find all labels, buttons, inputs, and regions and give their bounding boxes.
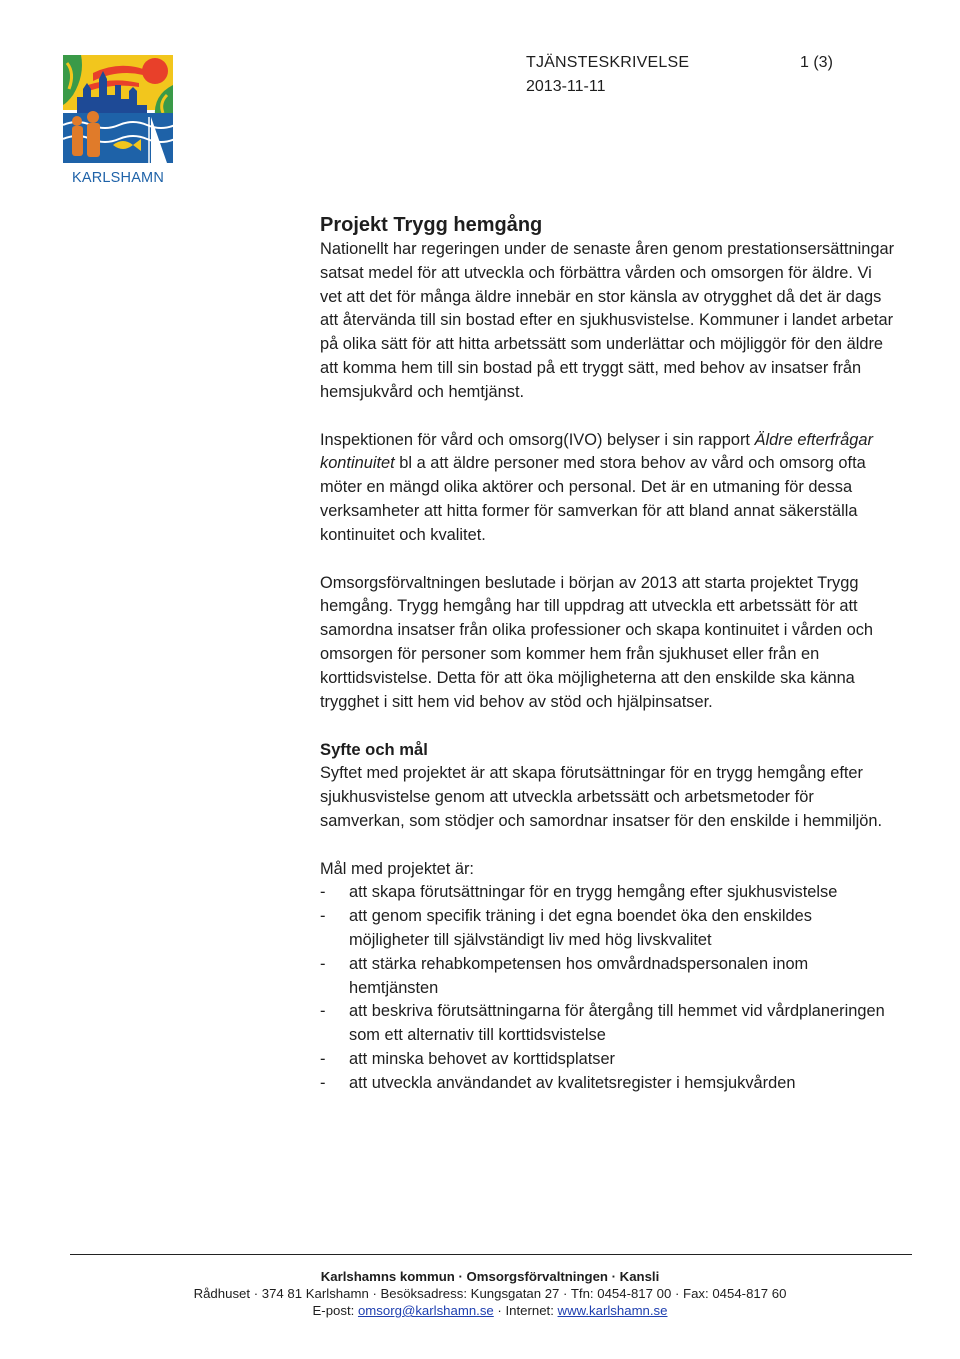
- goal-item: - att stärka rehabkompetensen hos omvårdnadspersonalen inom hemtjänsten: [320, 953, 895, 1001]
- paragraph-project: Omsorgsförvaltningen beslutade i början av 2013 att starta projektet Trygg hemgång. Trygg hemgång har till uppdrag att utveckla ett arbetssätt för att samordna insatser från olika professioner och skapa kontinuitet i vården och omsorgen för personer som kommer hem från sjukhuset eller från en korttidsvistelse. Detta för att öka möjligheterna att den enskilde ska känna trygghet i sitt hem vid behov av stöd och hjälpinsatser.: [320, 573, 874, 711]
- website-link[interactable]: www.karlshamn.se: [557, 1303, 668, 1318]
- email-link[interactable]: omsorg@karlshamn.se: [357, 1303, 494, 1318]
- paragraph-purpose: Syftet med projektet är att skapa förutsättningar för en trygg hemgång efter sjukhusvistelse genom att utveckla arbetssätt och arbetsmetoder för samverkan, som stödjer och samordnar insatser för den enskilde i hemmiljön.: [320, 764, 883, 830]
- goals-intro: Mål med projektet är:: [320, 859, 474, 878]
- goal-item: - att minska behovet av korttidsplatser: [320, 1048, 895, 1072]
- page-number: 1 (3): [800, 54, 833, 71]
- goal-item: - att genom specifik träning i det egna boendet öka den enskildes möjligheter till självständigt liv med hög livskvalitet: [320, 905, 895, 953]
- section-heading: Syfte och mål: [320, 740, 428, 760]
- document-body: [320, 212, 895, 1096]
- document-title: Projekt Trygg hemgång: [320, 214, 543, 236]
- goals-list: [320, 881, 895, 1095]
- footer-address: Rådhuset · 374 81 Karlshamn · Besöksadress: Kungsgatan 27 · Tfn: 0454-817 00 · Fax: 0454-817 60: [193, 1286, 787, 1301]
- goal-item: - att beskriva förutsättningarna för återgång till hemmet vid vårdplaneringen som ett alternativ till korttidsvistelse: [320, 1000, 895, 1048]
- document-date: 2013-11-11: [526, 78, 606, 95]
- paragraph-ivo: [320, 429, 895, 548]
- karlshamn-logo: [63, 55, 173, 190]
- karlshamn-emblem-icon: [63, 55, 173, 170]
- footer-divider: [70, 1254, 912, 1255]
- ivo-text-after: bl a att äldre personer med stora behov av vård och omsorg ofta möter en mängd olika aktörer och personal. Det är en utmaning för dessa verksamheter att hitta former för samverkan för att bland annat säkerställa kontinuitet och kvalitet.: [320, 454, 866, 544]
- paragraph-intro: Nationellt har regeringen under de senaste åren genom prestationsersättningar satsat medel för att utveckla och förbättra vården och omsorgen för äldre. Vi vet att det för många äldre innebär en stor känsla av otrygghet då det är dags att återvända till sin bostad efter en sjukhusvistelse. Kommuner i landet arbetar på olika sätt för att hitta arbetssätt som underlättar och möjliggör för den äldre att komma hem till sin bostad på ett tryggt sätt, med behov av insatser från hemsjukvård och hemtjänst.: [320, 240, 895, 401]
- goal-item: - att skapa förutsättningar för en trygg hemgång efter sjukhusvistelse: [320, 881, 895, 905]
- internet-label: · Internet:: [493, 1303, 558, 1318]
- report-title: Äldre efterfrågar kontinuitet: [320, 430, 873, 473]
- footer-organization: Karlshamns kommun · Omsorgsförvaltningen · Kansli: [320, 1269, 660, 1284]
- email-label: E-post:: [312, 1303, 358, 1318]
- goal-item: - att utveckla användandet av kvalitetsregister i hemsjukvården: [320, 1072, 895, 1096]
- ivo-text-before: Inspektionen för vård och omsorg(IVO) belyser i sin rapport: [320, 430, 755, 449]
- logo-wordmark: KARLSHAMN: [71, 170, 165, 186]
- document-type: TJÄNSTESKRIVELSE: [526, 54, 690, 71]
- footer-contact: [60, 1302, 920, 1319]
